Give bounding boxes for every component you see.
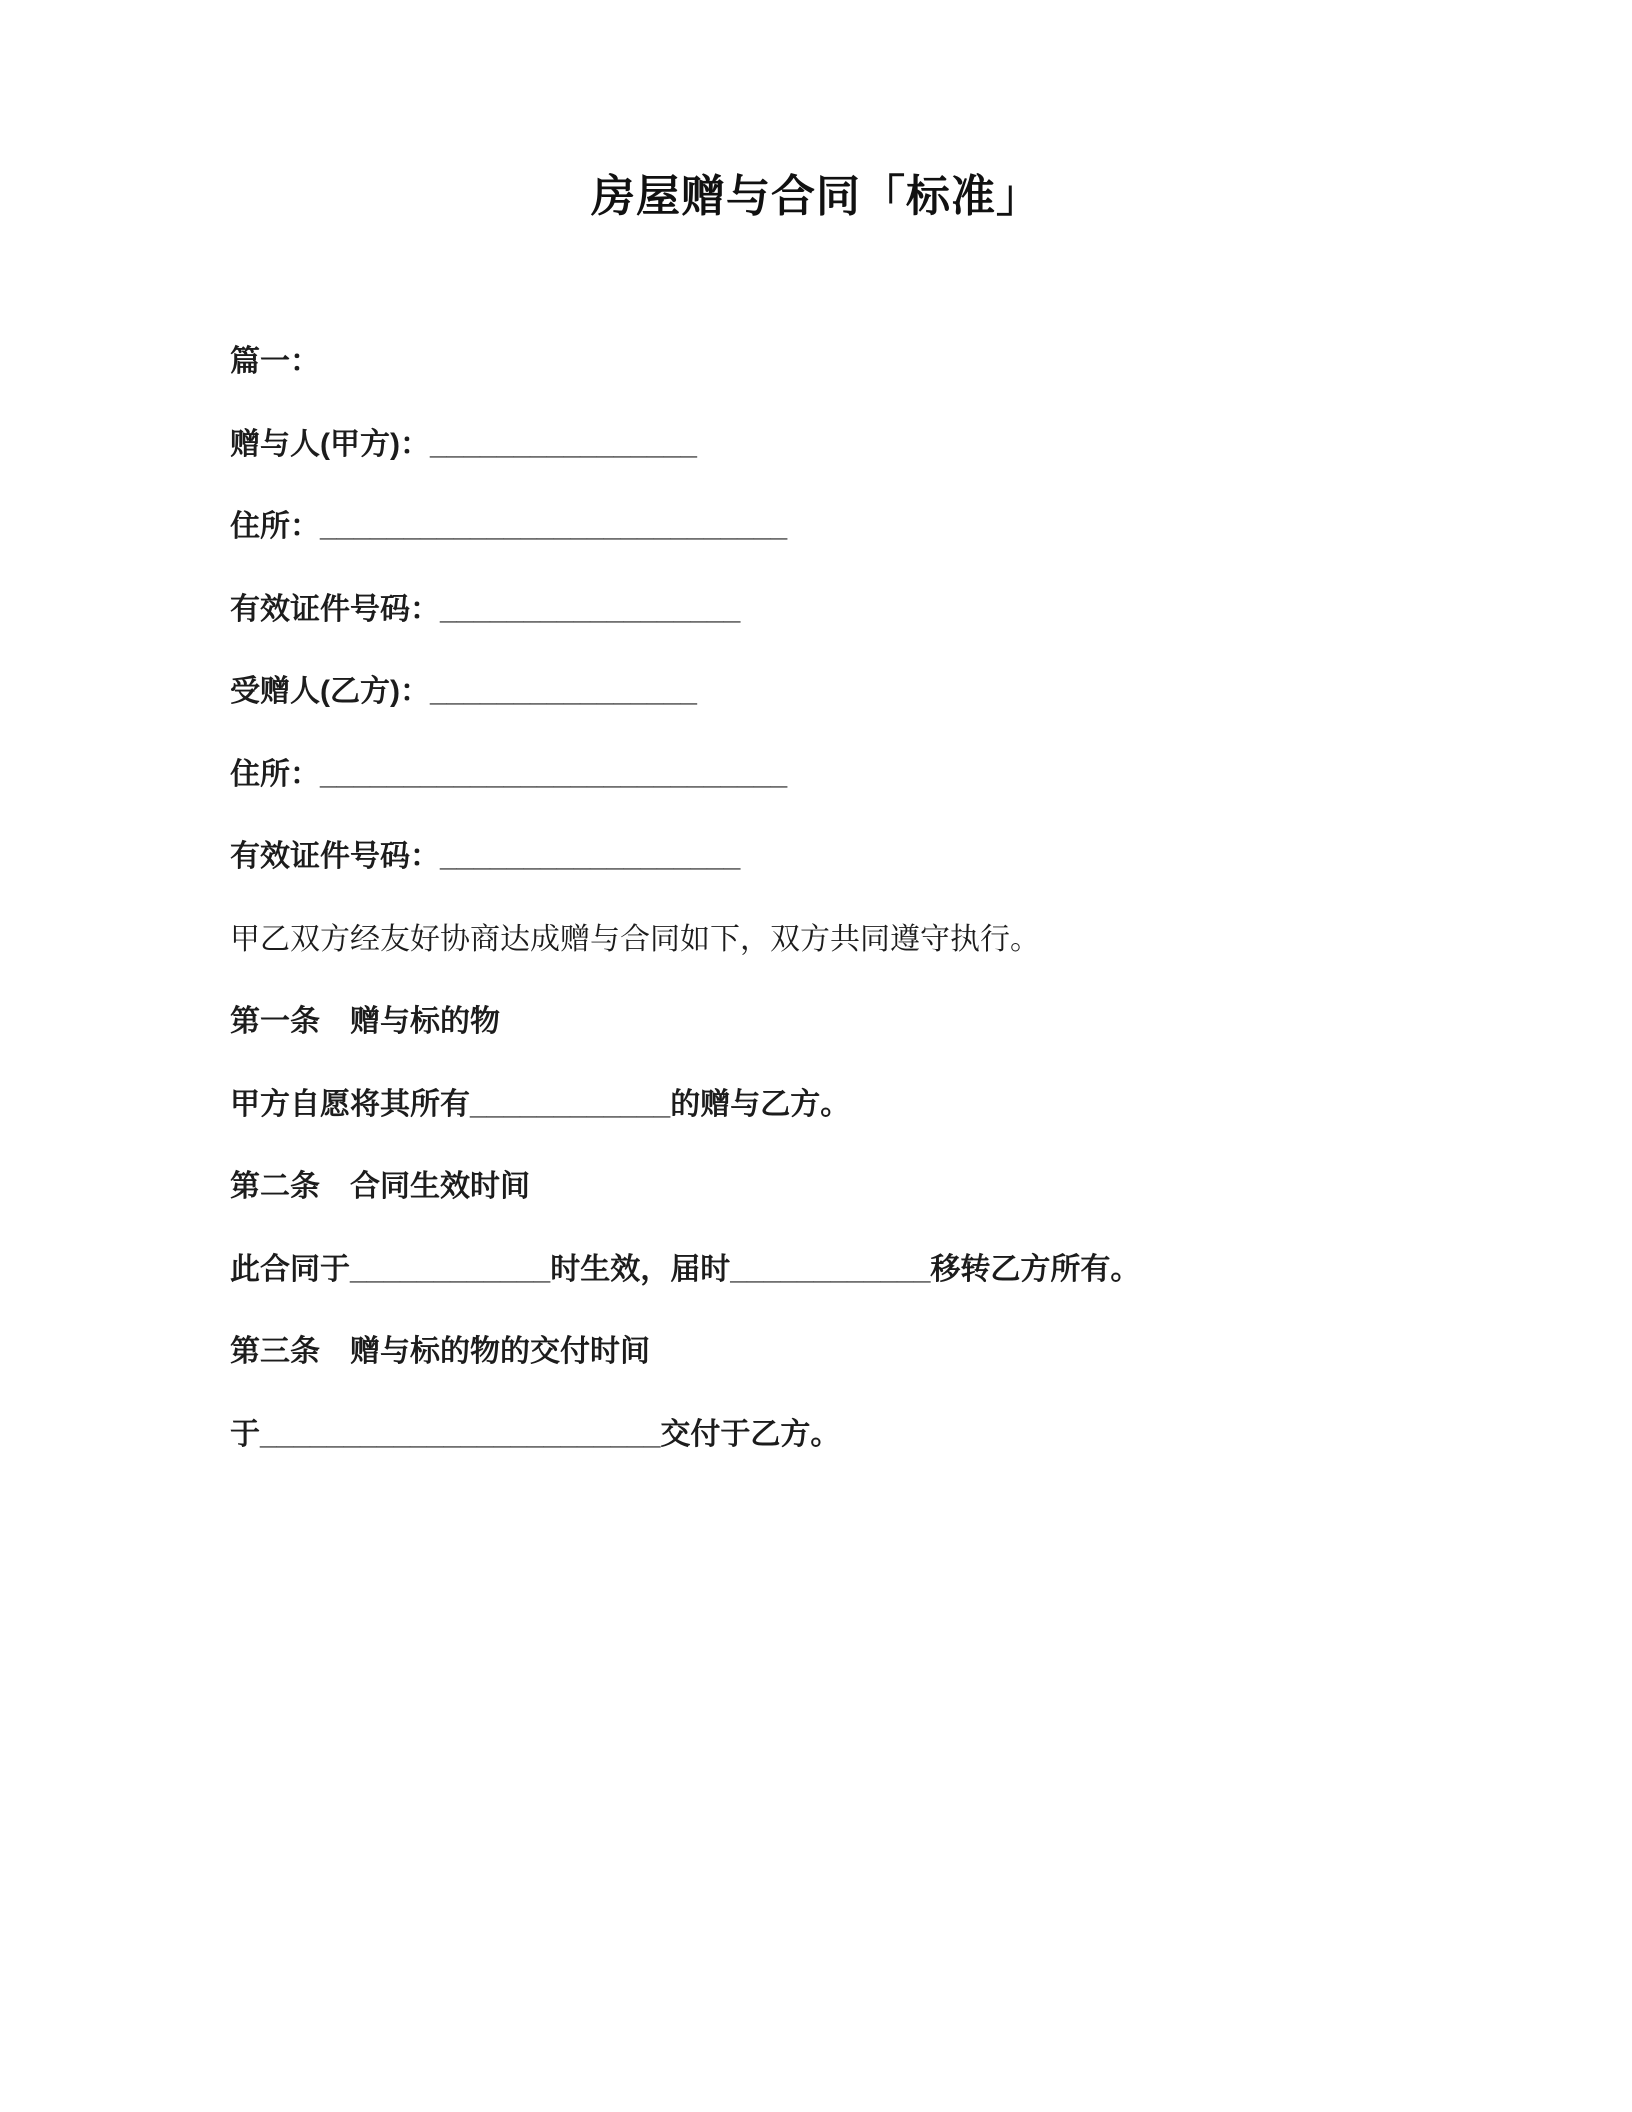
paragraph-article1-body: 甲方自愿将其所有____________的赠与乙方。 bbox=[230, 1087, 851, 1121]
paragraph-donee-id: 有效证件号码：__________________ bbox=[230, 840, 741, 873]
paragraph-article2-body: 此合同于____________时生效，届时____________移转乙方所有。 bbox=[230, 1252, 1141, 1286]
document-title: 房屋赠与合同「标准」 bbox=[591, 172, 1041, 221]
paragraph-article3-heading: 第三条 赠与标的物的交付时间 bbox=[230, 1335, 650, 1368]
paragraph-section-label: 篇一： bbox=[230, 345, 320, 378]
paragraph-donor-id: 有效证件号码：__________________ bbox=[230, 592, 741, 626]
paragraph-donor-address: 住所：____________________________ bbox=[230, 510, 788, 543]
paragraph-donee-address: 住所：____________________________ bbox=[230, 757, 788, 791]
paragraph-article2-heading: 第二条 合同生效时间 bbox=[230, 1170, 530, 1203]
document-body bbox=[170, 339, 1462, 1458]
paragraph-article3-body: 于________________________交付于乙方。 bbox=[230, 1417, 841, 1451]
paragraph-donee-name: 受赠人(乙方)：________________ bbox=[230, 675, 697, 708]
paragraph-donor-name: 赠与人(甲方)：________________ bbox=[230, 427, 697, 461]
paragraph-preamble: 甲乙双方经友好协商达成赠与合同如下，双方共同遵守执行。 bbox=[230, 922, 1040, 956]
paragraph-article1-heading: 第一条 赠与标的物 bbox=[230, 1005, 500, 1038]
